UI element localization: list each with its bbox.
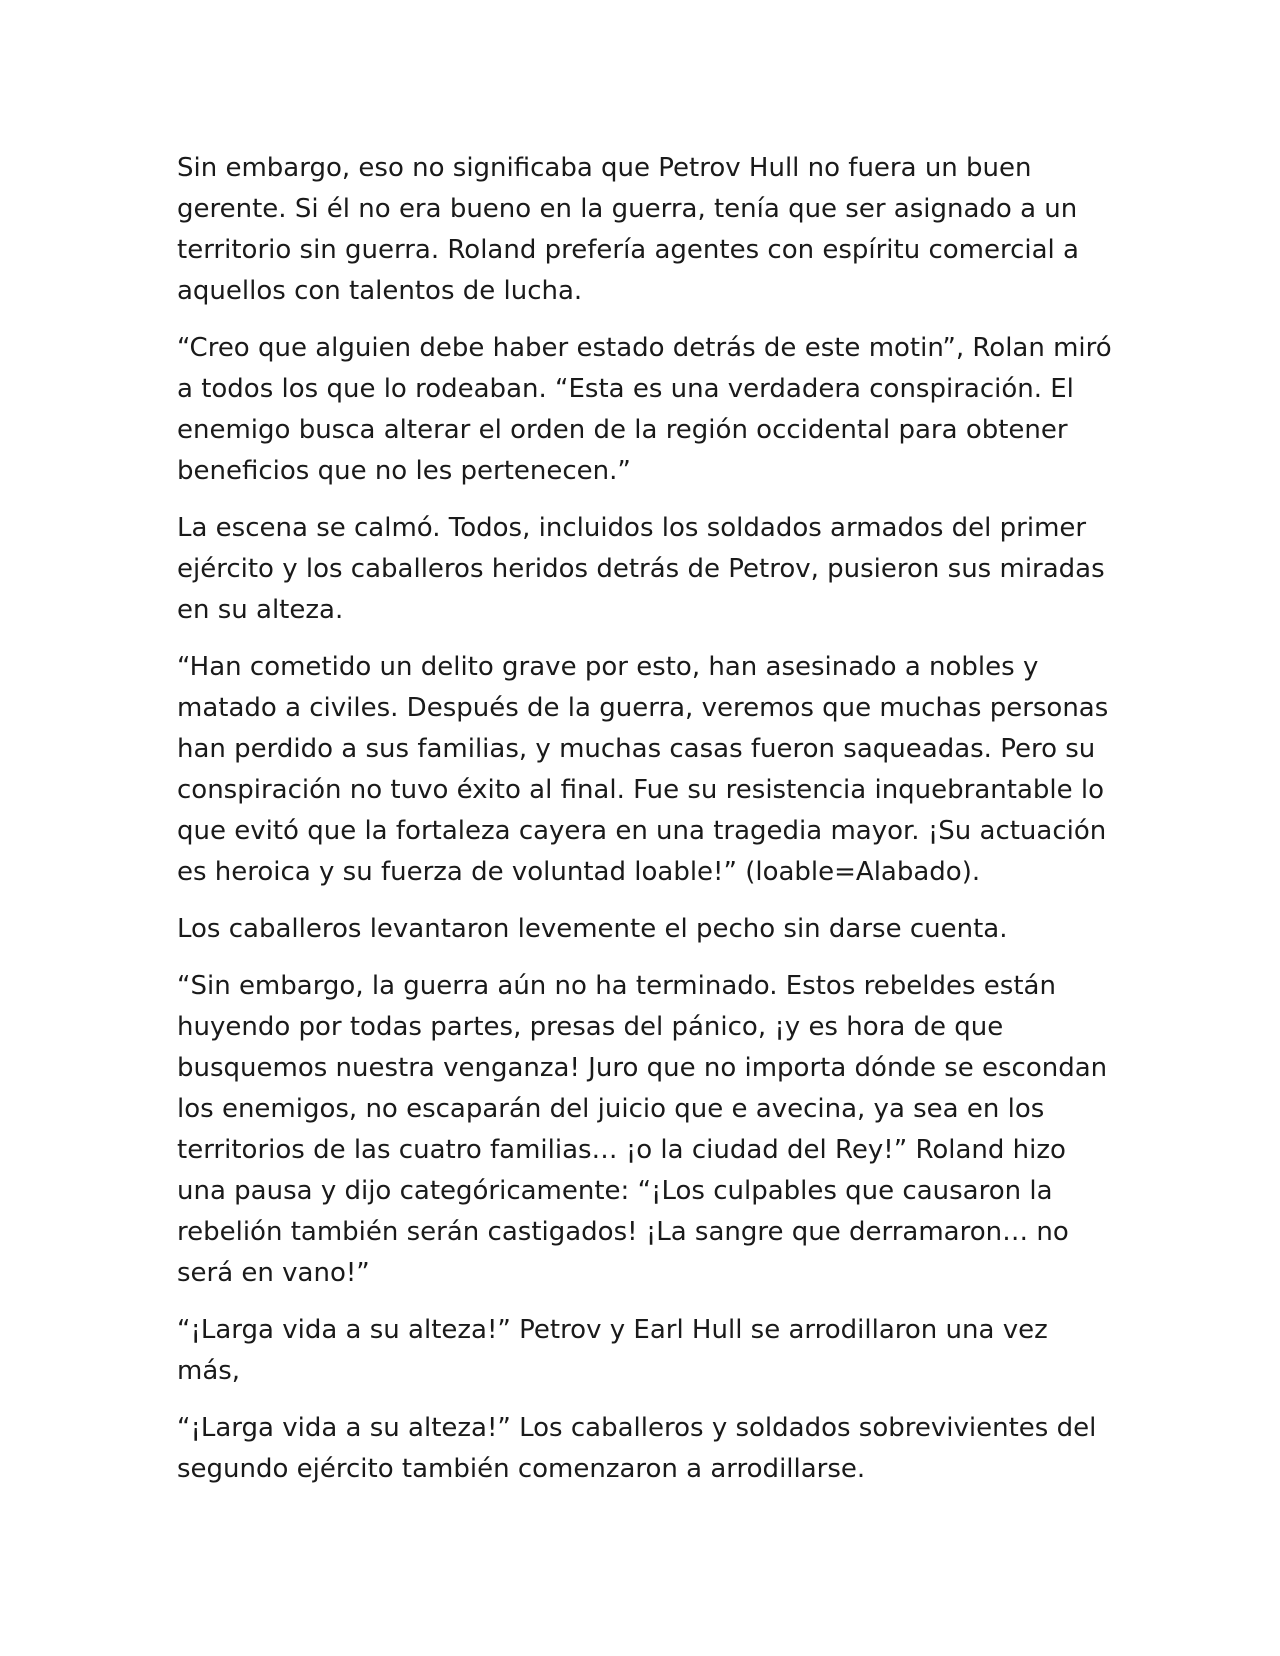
paragraph-2: “Creo que alguien debe haber estado detrás de este motin”, Rolan miró a todos los que lo rodeaban. “Esta es una verdadera conspiración. El enemigo busca alterar el orden de la región occidental para obtener beneficios que no les pertenecen.”	[177, 333, 1112, 486]
paragraph-5: Los caballeros levantaron levemente el pecho sin darse cuenta.	[177, 914, 1008, 944]
paragraph-7: “¡Larga vida a su alteza!” Petrov y Earl Hull se arrodillaron una vez más,	[177, 1315, 1048, 1386]
paragraph-6: “Sin embargo, la guerra aún no ha terminado. Estos rebeldes están huyendo por todas partes, presas del pánico, ¡y es hora de que busquemos nuestra venganza! Juro que no importa dónde se escondan los enemigos, no escaparán del juicio que e avecina, ya sea en los territorios de las cuatro familias… ¡o la ciudad del Rey!” Roland hizo una pausa y dijo categóricamente: “¡Los culpables que causaron la rebelión también serán castigados! ¡La sangre que derramaron… no será en vano!”	[177, 971, 1108, 1288]
paragraph-3: La escena se calmó. Todos, incluidos los soldados armados del primer ejército y los caballeros heridos detrás de Petrov, pusieron sus miradas en su alteza.	[177, 513, 1105, 625]
paragraph-8: “¡Larga vida a su alteza!” Los caballeros y soldados sobrevivientes del segundo ejército también comenzaron a arrodillarse.	[177, 1413, 1097, 1484]
document-body	[177, 148, 1112, 1506]
paragraph-1: Sin embargo, eso no significaba que Petrov Hull no fuera un buen gerente. Si él no era bueno en la guerra, tenía que ser asignado a un territorio sin guerra. Roland prefería agentes con espíritu comercial a aquellos con talentos de lucha.	[177, 153, 1079, 306]
paragraph-4: “Han cometido un delito grave por esto, han asesinado a nobles y matado a civiles. Después de la guerra, veremos que muchas personas han perdido a sus familias, y muchas casas fueron saqueadas. Pero su conspiración no tuvo éxito al final. Fue su resistencia inquebrantable lo que evitó que la fortaleza cayera en una tragedia mayor. ¡Su actuación es heroica y su fuerza de voluntad loable!” (loable=Alabado).	[177, 652, 1109, 887]
